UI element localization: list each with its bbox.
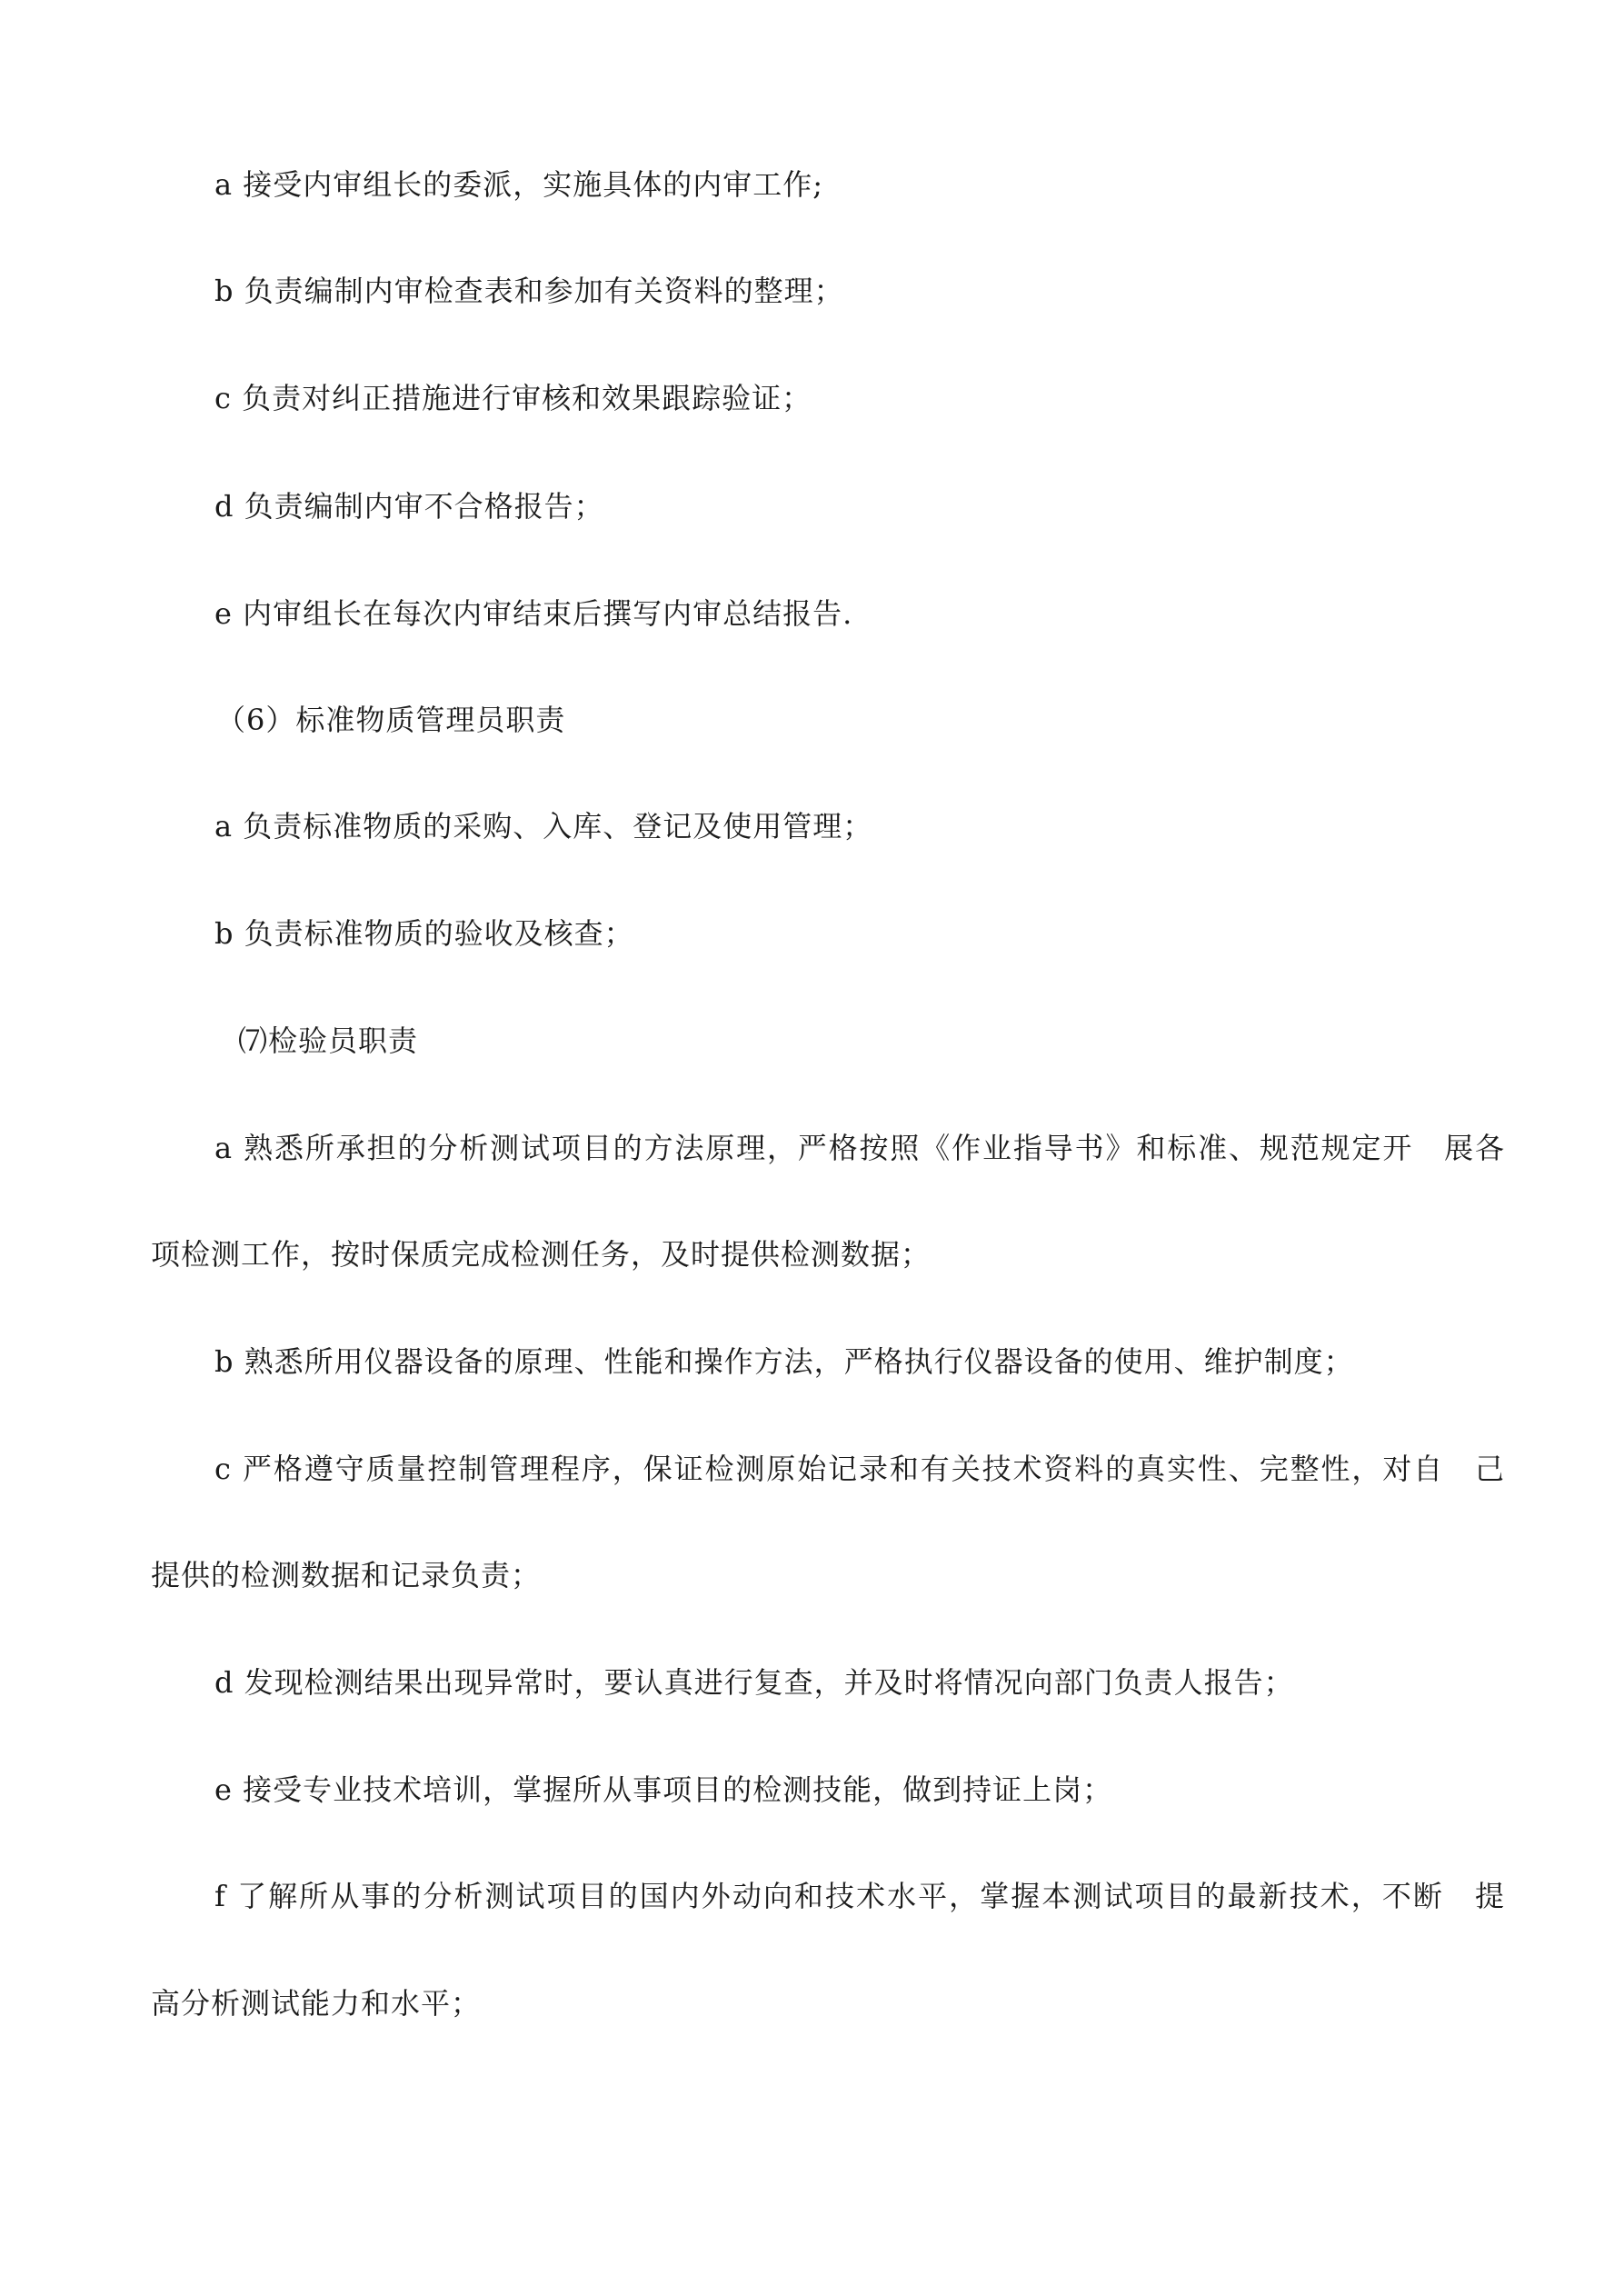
clause-c-inspector-line2: 提供的检测数据和记录负责；	[151, 1558, 542, 1592]
clause-c-corrective-actions: c 负责对纠正措施进行审核和效果跟踪验证；	[214, 381, 812, 415]
clause-d-nonconformity-report: d 负责编制内审不合格报告；	[214, 489, 604, 524]
clause-a-accept-assignment: a 接受内审组长的委派，实施具体的内审工作;	[214, 167, 824, 202]
clause-c-inspector-line1: c 严格遵守质量控制管理程序，保证检测原始记录和有关技术资料的真实性、完整性，对自 己	[214, 1452, 1505, 1486]
section-heading-reference-material: （6）标准物质管理员职责	[216, 703, 566, 737]
clause-b-inspector: b 熟悉所用仪器设备的原理、性能和操作方法，严格执行仪器设备的使用、维护制度；	[214, 1344, 1354, 1379]
clause-a-reference-material: a 负责标准物质的采购、入库、登记及使用管理；	[214, 809, 873, 844]
clause-f-inspector-line1: f 了解所从事的分析测试项目的国内外动向和技术水平，掌握本测试项目的最新技术，不断 提	[214, 1879, 1505, 1913]
clause-b-reference-material: b 负责标准物质的验收及核查；	[214, 916, 634, 951]
clause-e-inspector: e 接受专业技术培训，掌握所从事项目的检测技能，做到持证上岗；	[214, 1772, 1113, 1807]
section-heading-inspector: ⑺检验员职责	[238, 1023, 419, 1058]
clause-e-summary-report: e 内审组长在每次内审结束后撰写内审总结报告.	[214, 596, 853, 631]
clause-f-inspector-line2: 高分析测试能力和水平；	[151, 1986, 482, 2021]
clause-a-inspector-line2: 项检测工作，按时保质完成检测任务，及时提供检测数据；	[151, 1237, 932, 1272]
clause-a-inspector-line1: a 熟悉所承担的分析测试项目的方法原理，严格按照《作业指导书》和标准、规范规定开 展各	[214, 1131, 1505, 1165]
clause-d-inspector: d 发现检测结果出现异常时，要认真进行复查，并及时将情况向部门负责人报告；	[214, 1665, 1294, 1700]
clause-b-checklist: b 负责编制内审检查表和参加有关资料的整理；	[214, 274, 844, 308]
